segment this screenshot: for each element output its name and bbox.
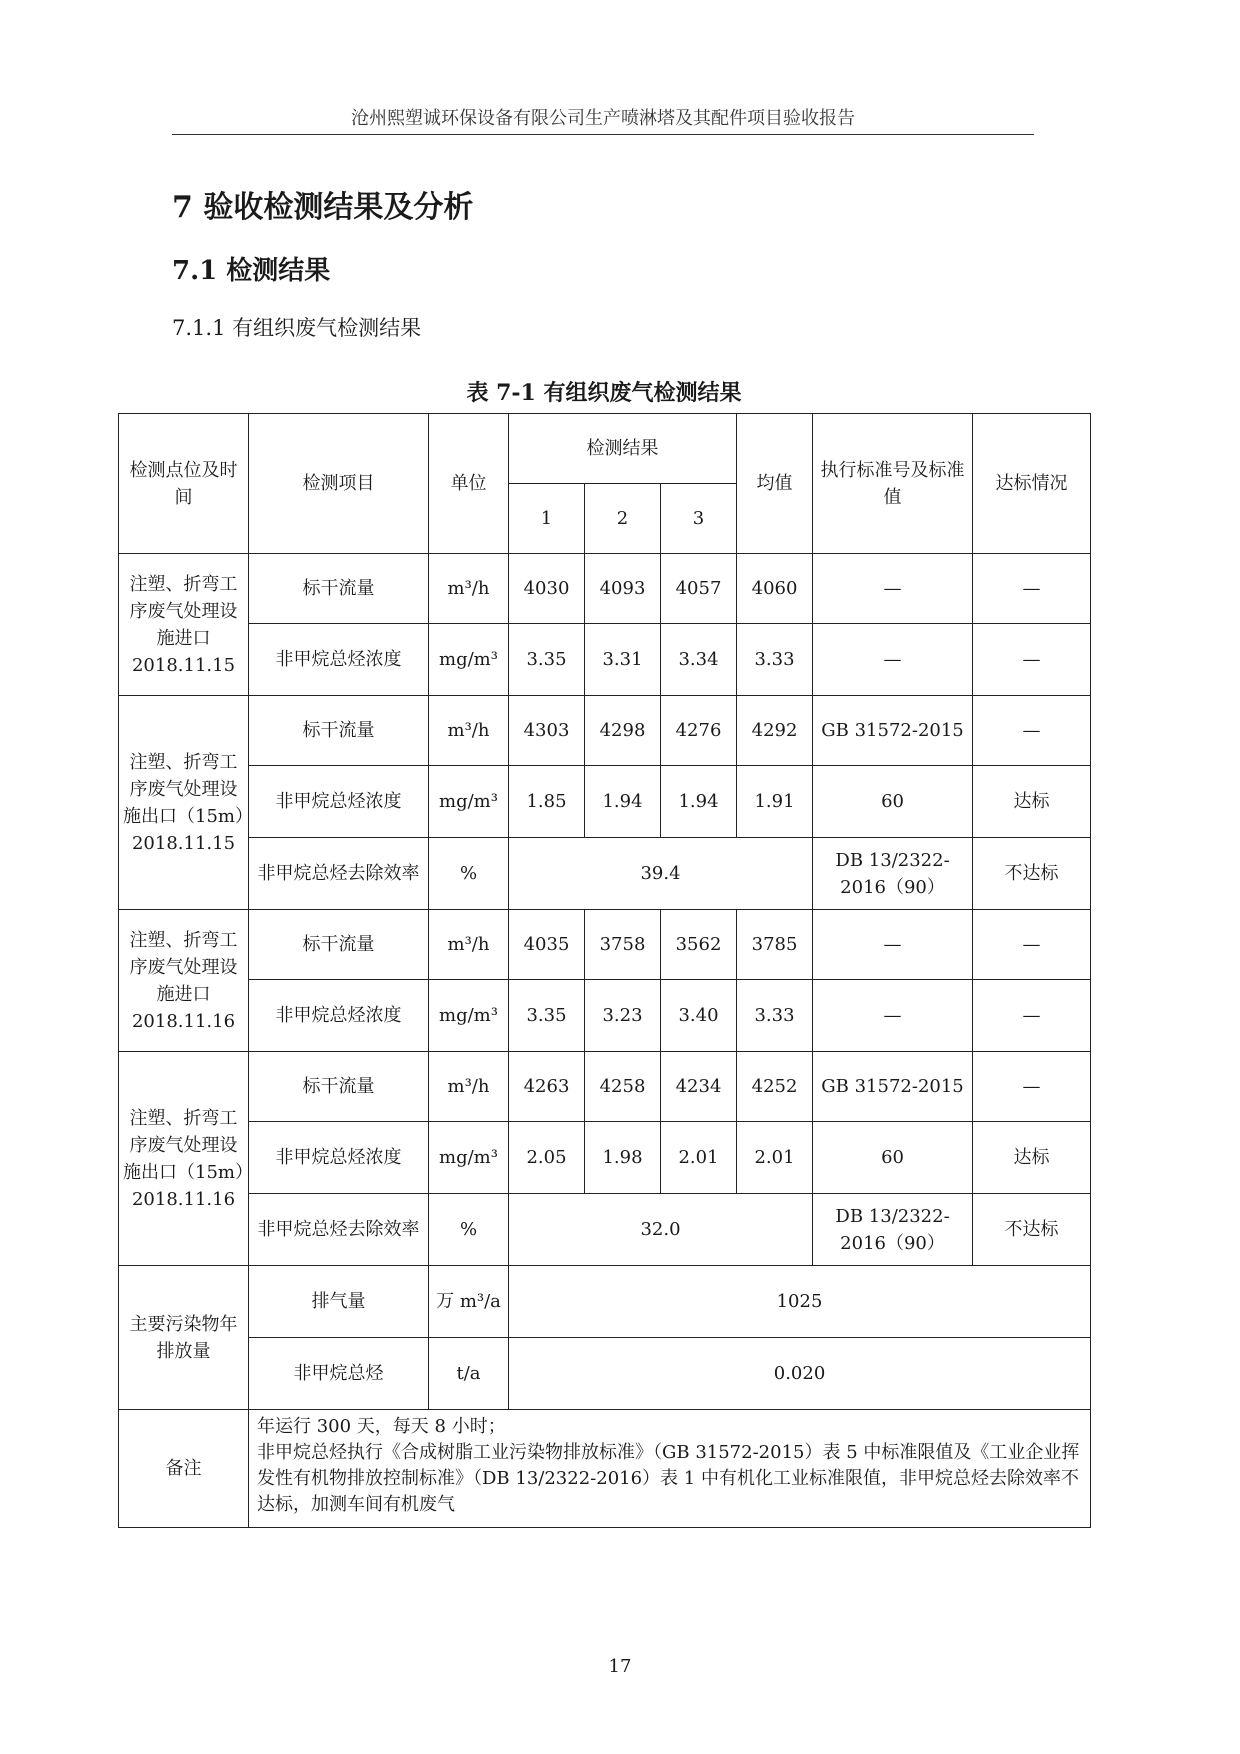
standard-cell: — [813,624,973,696]
item-cell: 非甲烷总烃浓度 [249,624,429,696]
compliance-cell: — [973,554,1091,624]
header-result-3: 3 [661,484,737,554]
value-cell: 3.35 [509,980,585,1052]
standard-cell: — [813,910,973,980]
average-cell: 1.91 [737,766,813,838]
value-cell: 1.98 [585,1122,661,1194]
unit-cell: mg/m³ [429,980,509,1052]
unit-cell: m³/h [429,910,509,980]
sub-subsection-heading: 7.1.1 有组织废气检测结果 [172,316,422,340]
value-cell: 2.05 [509,1122,585,1194]
unit-cell: t/a [429,1338,509,1410]
unit-cell: % [429,1194,509,1266]
efficiency-value-cell: 39.4 [509,838,813,910]
average-cell: 3785 [737,910,813,980]
compliance-cell: 达标 [973,766,1091,838]
standard-cell: 60 [813,1122,973,1194]
note-line: 非甲烷总烃执行《合成树脂工业污染物排放标准》（GB 31572-2015）表 5 中标准限值及《工业企业挥发性有机物排放控制标准》（DB 13/2322-2016）表 1 中有机化工业标准限值，非甲烷总烃去除效率不达标，加测车间有机废气 [257,1442,1080,1515]
average-cell: 4252 [737,1052,813,1122]
notes-label: 备注 [119,1410,249,1528]
efficiency-value-cell: 32.0 [509,1194,813,1266]
compliance-cell: — [973,980,1091,1052]
table-row [119,696,1091,766]
value-cell: 3.35 [509,624,585,696]
table-row [119,910,1091,980]
page-number: 17 [608,1656,632,1677]
table-row [119,624,1091,696]
compliance-cell: — [973,624,1091,696]
table-row [119,1194,1091,1266]
annual-value-cell: 1025 [509,1266,1091,1338]
unit-cell: m³/h [429,554,509,624]
notes-content [249,1410,1091,1528]
location-cell: 注塑、折弯工序废气处理设施出口（15m）2018.11.16 [119,1052,249,1266]
subsection-heading: 7.1 检测结果 [172,256,331,286]
location-cell: 注塑、折弯工序废气处理设施出口（15m）2018.11.15 [119,696,249,910]
section-heading: 7 验收检测结果及分析 [172,190,474,225]
average-cell: 2.01 [737,1122,813,1194]
item-cell: 排气量 [249,1266,429,1338]
table-row [119,1266,1091,1338]
standard-cell: — [813,980,973,1052]
value-cell: 1.94 [661,766,737,838]
header-item: 检测项目 [249,414,429,554]
table-caption: 表 7-1 有组织废气检测结果 [466,380,742,406]
unit-cell: mg/m³ [429,766,509,838]
value-cell: 3562 [661,910,737,980]
value-cell: 4258 [585,1052,661,1122]
item-cell: 标干流量 [249,554,429,624]
value-cell: 4298 [585,696,661,766]
header-average: 均值 [737,414,813,554]
item-cell: 标干流量 [249,696,429,766]
value-cell: 4030 [509,554,585,624]
compliance-cell: — [973,1052,1091,1122]
header-rule [172,134,1034,135]
table-row [119,980,1091,1052]
table-row [119,766,1091,838]
table-row [119,1122,1091,1194]
note-line: 年运行 300 天，每天 8 小时； [257,1416,506,1437]
header-result-1: 1 [509,484,585,554]
table-row [119,1410,1091,1528]
value-cell: 4303 [509,696,585,766]
header-compliance: 达标情况 [973,414,1091,554]
table-row [119,1338,1091,1410]
compliance-cell: 不达标 [973,838,1091,910]
report-header: 沧州熙塑诚环保设备有限公司生产喷淋塔及其配件项目验收报告 [351,108,855,129]
table-row [119,838,1091,910]
average-cell: 3.33 [737,980,813,1052]
item-cell: 非甲烷总烃浓度 [249,980,429,1052]
average-cell: 4060 [737,554,813,624]
standard-cell: GB 31572-2015 [813,696,973,766]
table-row [119,554,1091,624]
item-cell: 非甲烷总烃去除效率 [249,838,429,910]
value-cell: 3758 [585,910,661,980]
value-cell: 4276 [661,696,737,766]
standard-cell: DB 13/2322-2016（90） [813,838,973,910]
unit-cell: m³/h [429,696,509,766]
value-cell: 4263 [509,1052,585,1122]
item-cell: 标干流量 [249,910,429,980]
location-cell: 注塑、折弯工序废气处理设施进口2018.11.16 [119,910,249,1052]
value-cell: 4093 [585,554,661,624]
header-location: 检测点位及时间 [119,414,249,554]
compliance-cell: — [973,910,1091,980]
item-cell: 标干流量 [249,1052,429,1122]
unit-cell: 万 m³/a [429,1266,509,1338]
header-standard: 执行标准号及标准值 [813,414,973,554]
header-unit: 单位 [429,414,509,554]
unit-cell: % [429,838,509,910]
compliance-cell: 不达标 [973,1194,1091,1266]
value-cell: 3.34 [661,624,737,696]
unit-cell: mg/m³ [429,624,509,696]
annual-value-cell: 0.020 [509,1338,1091,1410]
value-cell: 4035 [509,910,585,980]
value-cell: 3.23 [585,980,661,1052]
results-table [118,413,1091,1528]
item-cell: 非甲烷总烃去除效率 [249,1194,429,1266]
unit-cell: m³/h [429,1052,509,1122]
header-results: 检测结果 [509,414,737,484]
average-cell: 3.33 [737,624,813,696]
compliance-cell: 达标 [973,1122,1091,1194]
location-cell: 注塑、折弯工序废气处理设施进口2018.11.15 [119,554,249,696]
item-cell: 非甲烷总烃 [249,1338,429,1410]
header-result-2: 2 [585,484,661,554]
compliance-cell: — [973,696,1091,766]
standard-cell: GB 31572-2015 [813,1052,973,1122]
standard-cell: 60 [813,766,973,838]
standard-cell: DB 13/2322-2016（90） [813,1194,973,1266]
value-cell: 1.94 [585,766,661,838]
value-cell: 3.31 [585,624,661,696]
value-cell: 2.01 [661,1122,737,1194]
annual-emission-label: 主要污染物年排放量 [119,1266,249,1410]
average-cell: 4292 [737,696,813,766]
value-cell: 1.85 [509,766,585,838]
item-cell: 非甲烷总烃浓度 [249,1122,429,1194]
item-cell: 非甲烷总烃浓度 [249,766,429,838]
unit-cell: mg/m³ [429,1122,509,1194]
value-cell: 4057 [661,554,737,624]
table-row [119,1052,1091,1122]
standard-cell: — [813,554,973,624]
value-cell: 3.40 [661,980,737,1052]
value-cell: 4234 [661,1052,737,1122]
